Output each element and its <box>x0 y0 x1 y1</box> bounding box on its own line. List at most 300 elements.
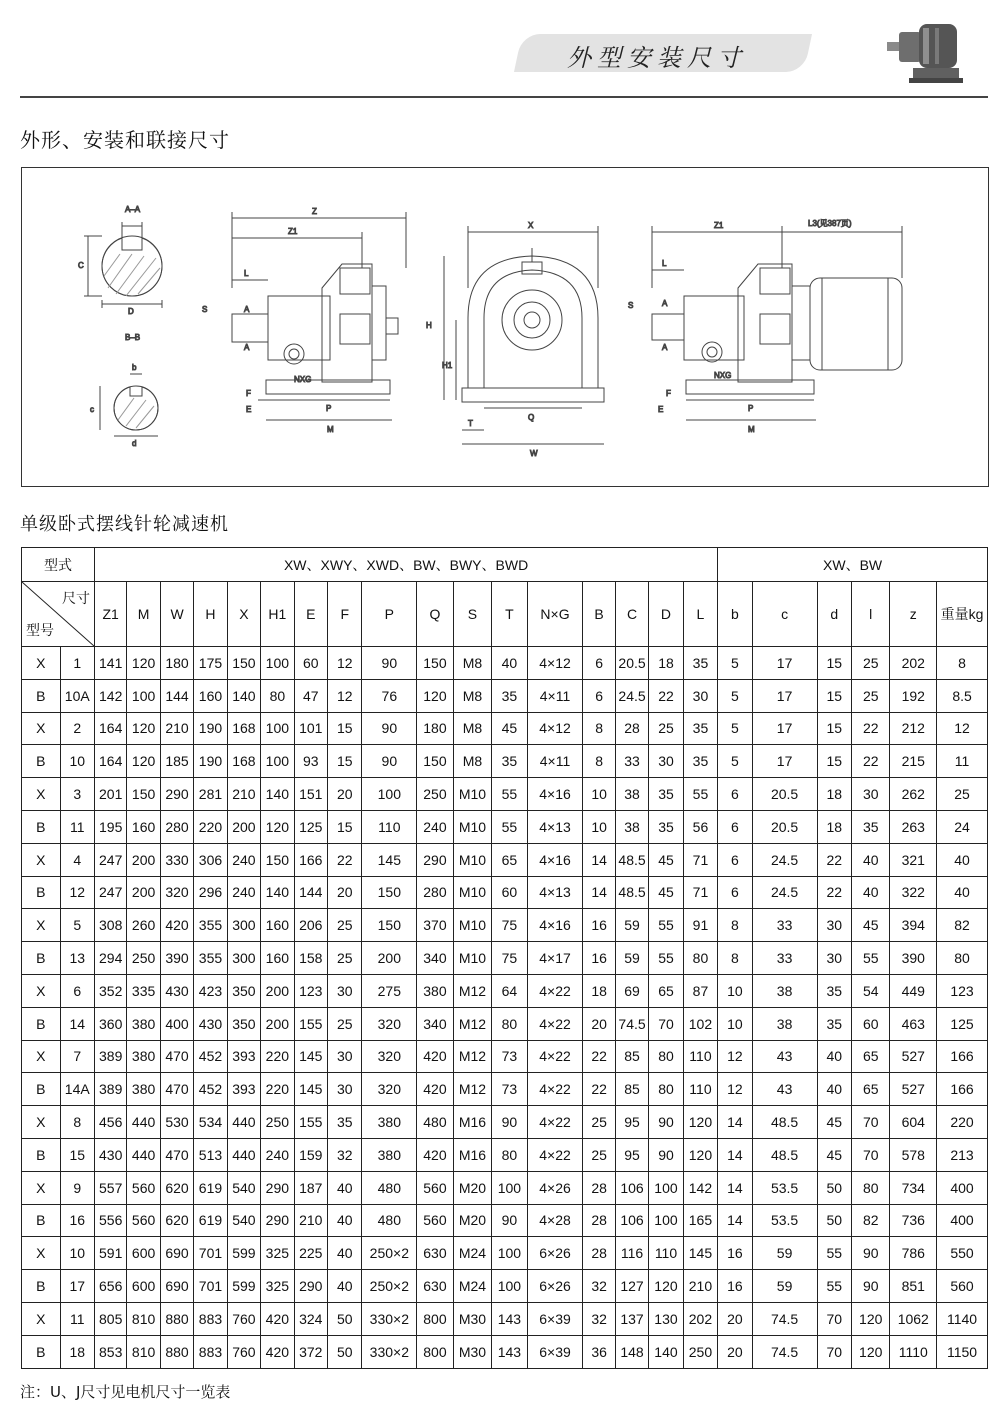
table-cell: 240 <box>417 810 453 843</box>
table-cell: 35 <box>817 974 851 1007</box>
table-cell: 35 <box>851 810 890 843</box>
table-cell: 619 <box>194 1204 227 1237</box>
table-cell: 11 <box>937 745 988 778</box>
table-cell: 4×17 <box>527 942 583 975</box>
table-cell: 145 <box>294 1040 327 1073</box>
table-cell: 853 <box>94 1335 126 1368</box>
table-cell: 120 <box>127 647 160 680</box>
table-cell: 45 <box>817 1106 851 1139</box>
table-cell: 290 <box>417 843 453 876</box>
table-cell: 125 <box>294 810 327 843</box>
table-cell: 263 <box>890 810 937 843</box>
table-cell: 80 <box>492 1138 527 1171</box>
table-cell: 275 <box>362 974 417 1007</box>
table-cell: X <box>22 974 61 1007</box>
table-cell: 148 <box>615 1335 648 1368</box>
table-row <box>22 1106 988 1139</box>
table-cell: 15 <box>328 745 362 778</box>
table-cell: 20.5 <box>615 647 648 680</box>
table-cell: 322 <box>890 876 937 909</box>
table-cell: 82 <box>937 909 988 942</box>
table-cell: 281 <box>194 778 227 811</box>
table-cell: 212 <box>890 712 937 745</box>
table-cell: 300 <box>227 909 260 942</box>
table-cell: 1110 <box>890 1335 937 1368</box>
table-cell: 33 <box>752 942 817 975</box>
table-cell: 4×13 <box>527 810 583 843</box>
table-cell: 22 <box>817 843 851 876</box>
table-cell: 95 <box>615 1106 648 1139</box>
table-cell: 213 <box>937 1138 988 1171</box>
table-cell: 35 <box>649 778 683 811</box>
table-cell: 100 <box>261 712 294 745</box>
table-cell: 100 <box>127 679 160 712</box>
table-cell: 456 <box>94 1106 126 1139</box>
table-cell: 25 <box>328 1007 362 1040</box>
table-cell: 13 <box>60 942 94 975</box>
table-cell: 25 <box>851 679 890 712</box>
table-cell: 215 <box>890 745 937 778</box>
table-cell: 440 <box>127 1106 160 1139</box>
table-cell: 30 <box>683 679 718 712</box>
table-cell: 80 <box>649 1073 683 1106</box>
table-cell: 18 <box>817 778 851 811</box>
table-cell: 40 <box>937 843 988 876</box>
table-cell: 619 <box>194 1171 227 1204</box>
table-cell: 35 <box>683 712 718 745</box>
table-cell: 4×22 <box>527 1007 583 1040</box>
table-cell: 480 <box>362 1204 417 1237</box>
table-cell: 200 <box>127 843 160 876</box>
table-cell: 4×22 <box>527 1040 583 1073</box>
table-cell: 20 <box>583 1007 615 1040</box>
table-cell: 14 <box>60 1007 94 1040</box>
table-row <box>22 679 988 712</box>
table-cell: 372 <box>294 1335 327 1368</box>
table-cell: 380 <box>417 974 453 1007</box>
table-cell: 50 <box>328 1302 362 1335</box>
table-cell: 130 <box>649 1302 683 1335</box>
table-cell: B <box>22 1007 61 1040</box>
table-cell: 65 <box>851 1040 890 1073</box>
table-cell: 200 <box>227 810 260 843</box>
table-cell: 400 <box>937 1171 988 1204</box>
table-cell: 22 <box>583 1073 615 1106</box>
table-cell: 250 <box>683 1335 718 1368</box>
table-cell: 452 <box>194 1073 227 1106</box>
table-cell: 200 <box>261 1007 294 1040</box>
table-cell: 206 <box>294 909 327 942</box>
table-cell: 180 <box>417 712 453 745</box>
table-cell: 120 <box>649 1270 683 1303</box>
table-cell: 210 <box>227 778 260 811</box>
col-header: T <box>492 582 527 647</box>
table-cell: 4×26 <box>527 1171 583 1204</box>
table-cell: 320 <box>362 1073 417 1106</box>
label-b-small: b <box>132 363 137 372</box>
label-bb: B–B <box>125 333 141 342</box>
table-cell: 35 <box>683 647 718 680</box>
header-group2: XW、BW <box>718 548 988 582</box>
table-cell: 550 <box>937 1237 988 1270</box>
table-cell: 620 <box>160 1171 193 1204</box>
table-cell: 335 <box>127 974 160 1007</box>
table-cell: 144 <box>160 679 193 712</box>
table-cell: 736 <box>890 1204 937 1237</box>
table-cell: 420 <box>261 1302 294 1335</box>
table-cell: 4×16 <box>527 909 583 942</box>
table-cell: B <box>22 942 61 975</box>
label-e: E <box>246 405 252 414</box>
table-cell: 38 <box>615 810 648 843</box>
table-cell: 8 <box>718 909 752 942</box>
table-cell: 4×28 <box>527 1204 583 1237</box>
table-cell: 55 <box>817 1237 851 1270</box>
table-cell: 22 <box>817 876 851 909</box>
table-cell: 141 <box>94 647 126 680</box>
table-cell: 210 <box>160 712 193 745</box>
table-cell: 20.5 <box>752 810 817 843</box>
table-cell: 120 <box>683 1106 718 1139</box>
table-cell: 600 <box>127 1270 160 1303</box>
table-cell: 560 <box>127 1171 160 1204</box>
table-cell: 91 <box>683 909 718 942</box>
table-cell: 18 <box>583 974 615 1007</box>
table-cell: 420 <box>417 1073 453 1106</box>
table-cell: 449 <box>890 974 937 1007</box>
section-title: 外形、安装和联接尺寸 <box>20 128 230 152</box>
table-cell: M10 <box>453 810 492 843</box>
table-cell: 65 <box>492 843 527 876</box>
table-cell: 734 <box>890 1171 937 1204</box>
label-s-motor: S <box>628 301 634 310</box>
col-header: Z1 <box>94 582 126 647</box>
table-cell: 35 <box>817 1007 851 1040</box>
table-cell: 8.5 <box>937 679 988 712</box>
table-row <box>22 1302 988 1335</box>
table-cell: 557 <box>94 1171 126 1204</box>
table-row <box>22 778 988 811</box>
table-cell: 120 <box>851 1302 890 1335</box>
table-cell: 599 <box>227 1237 260 1270</box>
table-cell: 143 <box>492 1335 527 1368</box>
table-cell: X <box>22 778 61 811</box>
table-cell: 59 <box>752 1270 817 1303</box>
table-cell: 93 <box>294 745 327 778</box>
table-cell: X <box>22 712 61 745</box>
col-header: L <box>683 582 718 647</box>
table-cell: 43 <box>752 1073 817 1106</box>
col-header: S <box>453 582 492 647</box>
table-cell: 380 <box>127 1007 160 1040</box>
table-cell: M10 <box>453 843 492 876</box>
label-a-bottom: A <box>244 343 250 352</box>
table-cell: 560 <box>417 1171 453 1204</box>
table-cell: 90 <box>362 745 417 778</box>
table-cell: 390 <box>890 942 937 975</box>
table-cell: 80 <box>649 1040 683 1073</box>
table-cell: 9 <box>60 1171 94 1204</box>
table-cell: 760 <box>227 1302 260 1335</box>
table-cell: 423 <box>194 974 227 1007</box>
table-cell: 1150 <box>937 1335 988 1368</box>
table-cell: 76 <box>362 679 417 712</box>
table-cell: 120 <box>683 1138 718 1171</box>
table-cell: 120 <box>127 745 160 778</box>
table-cell: 6 <box>718 876 752 909</box>
table-cell: 805 <box>94 1302 126 1335</box>
side-view-reducer <box>426 221 604 458</box>
table-cell: M24 <box>453 1270 492 1303</box>
table-cell: 321 <box>890 843 937 876</box>
table-cell: 14A <box>60 1073 94 1106</box>
table-cell: 400 <box>937 1204 988 1237</box>
table-cell: 15 <box>60 1138 94 1171</box>
table-cell: 70 <box>817 1335 851 1368</box>
table-cell: 90 <box>362 712 417 745</box>
table-cell: 120 <box>127 712 160 745</box>
header-type: 型式 <box>22 548 95 582</box>
table-cell: 30 <box>328 1073 362 1106</box>
table-cell: 55 <box>649 909 683 942</box>
table-cell: B <box>22 1335 61 1368</box>
table-cell: B <box>22 810 61 843</box>
table-cell: 14 <box>718 1106 752 1139</box>
table-cell: 393 <box>227 1040 260 1073</box>
table-cell: 165 <box>683 1204 718 1237</box>
table-cell: 50 <box>817 1171 851 1204</box>
table-cell: 330×2 <box>362 1302 417 1335</box>
table-cell: 80 <box>937 942 988 975</box>
table-cell: 150 <box>362 909 417 942</box>
table-row <box>22 876 988 909</box>
col-header: W <box>160 582 193 647</box>
table-cell: 8 <box>937 647 988 680</box>
table-row <box>22 647 988 680</box>
table-cell: 12 <box>328 647 362 680</box>
table-cell: 6×39 <box>527 1302 583 1335</box>
table-cell: 190 <box>194 745 227 778</box>
table-cell: 73 <box>492 1073 527 1106</box>
table-cell: 38 <box>752 1007 817 1040</box>
table-cell: 90 <box>362 647 417 680</box>
table-cell: 325 <box>261 1237 294 1270</box>
table-cell: 150 <box>227 647 260 680</box>
table-cell: 430 <box>94 1138 126 1171</box>
table-cell: M20 <box>453 1204 492 1237</box>
table-cell: 50 <box>328 1335 362 1368</box>
table-cell: 35 <box>328 1106 362 1139</box>
table-cell: 420 <box>417 1040 453 1073</box>
table-cell: 60 <box>492 876 527 909</box>
table-cell: M16 <box>453 1106 492 1139</box>
table-cell: 340 <box>417 942 453 975</box>
table-cell: 15 <box>817 679 851 712</box>
table-cell: 75 <box>492 909 527 942</box>
table-cell: 15 <box>328 712 362 745</box>
table-cell: 59 <box>615 909 648 942</box>
table-cell: 15 <box>817 745 851 778</box>
table-cell: M16 <box>453 1138 492 1171</box>
table-cell: 28 <box>615 712 648 745</box>
table-cell: 656 <box>94 1270 126 1303</box>
table-cell: X <box>22 1302 61 1335</box>
table-cell: 64 <box>492 974 527 1007</box>
label-z1: Z1 <box>288 227 298 236</box>
table-cell: 11 <box>60 810 94 843</box>
table-row <box>22 1073 988 1106</box>
table-cell: 300 <box>227 942 260 975</box>
table-cell: 24.5 <box>752 876 817 909</box>
table-row <box>22 974 988 1007</box>
table-cell: 786 <box>890 1237 937 1270</box>
table-cell: 40 <box>328 1237 362 1270</box>
table-cell: 10 <box>718 1007 752 1040</box>
table-cell: X <box>22 1237 61 1270</box>
table-cell: 250 <box>127 942 160 975</box>
table-cell: 16 <box>60 1204 94 1237</box>
table-cell: 440 <box>127 1138 160 1171</box>
table-cell: 240 <box>227 876 260 909</box>
table-cell: 90 <box>851 1270 890 1303</box>
table-cell: 168 <box>227 712 260 745</box>
table-cell: 389 <box>94 1073 126 1106</box>
table-cell: 370 <box>417 909 453 942</box>
front-view-reducer <box>202 207 406 434</box>
label-w: W <box>530 449 538 458</box>
table-cell: 8 <box>583 712 615 745</box>
table-cell: 40 <box>851 876 890 909</box>
table-cell: 150 <box>261 843 294 876</box>
table-cell: 880 <box>160 1335 193 1368</box>
table-cell: X <box>22 1106 61 1139</box>
table-cell: 150 <box>127 778 160 811</box>
table-cell: 12 <box>937 712 988 745</box>
table-cell: 527 <box>890 1040 937 1073</box>
table-cell: 350 <box>227 1007 260 1040</box>
table-cell: 6 <box>718 778 752 811</box>
table-cell: 145 <box>683 1237 718 1270</box>
table-cell: 10 <box>583 810 615 843</box>
table-cell: 6 <box>583 679 615 712</box>
table-cell: M8 <box>453 679 492 712</box>
table-cell: 120 <box>261 810 294 843</box>
table-cell: 4×22 <box>527 1073 583 1106</box>
table-row <box>22 1138 988 1171</box>
table-cell: 45 <box>851 909 890 942</box>
table-cell: 50 <box>817 1204 851 1237</box>
table-cell: 463 <box>890 1007 937 1040</box>
table-cell: 69 <box>615 974 648 1007</box>
table-cell: 5 <box>60 909 94 942</box>
table-cell: 140 <box>261 778 294 811</box>
table-cell: 630 <box>417 1270 453 1303</box>
table-cell: 100 <box>362 778 417 811</box>
table-cell: 10A <box>60 679 94 712</box>
table-cell: 10 <box>60 745 94 778</box>
col-header: Q <box>417 582 453 647</box>
table-cell: 690 <box>160 1237 193 1270</box>
table-cell: 10 <box>583 778 615 811</box>
table-cell: 110 <box>683 1073 718 1106</box>
table-cell: 145 <box>362 843 417 876</box>
table-cell: 250×2 <box>362 1270 417 1303</box>
table-cell: 201 <box>94 778 126 811</box>
table-cell: 25 <box>851 647 890 680</box>
table-cell: 17 <box>60 1270 94 1303</box>
col-header: B <box>583 582 615 647</box>
table-cell: M12 <box>453 1007 492 1040</box>
label-f: F <box>246 389 251 398</box>
table-cell: X <box>22 909 61 942</box>
table-cell: 185 <box>160 745 193 778</box>
table-row <box>22 810 988 843</box>
table-cell: 851 <box>890 1270 937 1303</box>
table-cell: M10 <box>453 942 492 975</box>
table-cell: 540 <box>227 1171 260 1204</box>
table-cell: 30 <box>851 778 890 811</box>
table-cell: 70 <box>851 1106 890 1139</box>
table-cell: 320 <box>362 1040 417 1073</box>
table-cell: X <box>22 647 61 680</box>
table-cell: 440 <box>227 1138 260 1171</box>
table-cell: 470 <box>160 1073 193 1106</box>
label-s: S <box>202 305 208 314</box>
table-cell: 17 <box>752 679 817 712</box>
table-cell: 143 <box>492 1302 527 1335</box>
label-l3: L3(见387页) <box>808 219 852 228</box>
table-cell: 240 <box>261 1138 294 1171</box>
table-cell: 48.5 <box>615 843 648 876</box>
reducer-logo-icon <box>885 14 965 86</box>
table-cell: 24 <box>937 810 988 843</box>
table-cell: 247 <box>94 843 126 876</box>
table-cell: 32 <box>583 1302 615 1335</box>
table-cell: 4×12 <box>527 647 583 680</box>
table-cell: 1062 <box>890 1302 937 1335</box>
table-cell: 160 <box>194 679 227 712</box>
table-cell: 320 <box>160 876 193 909</box>
table-row <box>22 1204 988 1237</box>
table-cell: 294 <box>94 942 126 975</box>
table-cell: 247 <box>94 876 126 909</box>
corner-bottom-label: 型号 <box>26 622 54 638</box>
table-cell: B <box>22 1073 61 1106</box>
table-cell: 140 <box>227 679 260 712</box>
table-cell: M20 <box>453 1171 492 1204</box>
table-cell: 22 <box>328 843 362 876</box>
col-header: z <box>890 582 937 647</box>
table-cell: 40 <box>937 876 988 909</box>
table-cell: 6 <box>718 810 752 843</box>
table-cell: 352 <box>94 974 126 1007</box>
table-cell: 90 <box>851 1237 890 1270</box>
table-cell: 100 <box>261 647 294 680</box>
table-cell: 90 <box>649 1106 683 1139</box>
table-cell: 470 <box>160 1138 193 1171</box>
table-cell: 45 <box>492 712 527 745</box>
table-cell: 540 <box>227 1204 260 1237</box>
table-cell: 420 <box>160 909 193 942</box>
table-cell: 85 <box>615 1073 648 1106</box>
table-cell: 59 <box>615 942 648 975</box>
table-cell: 30 <box>328 974 362 1007</box>
table-cell: 380 <box>362 1106 417 1139</box>
table-cell: 151 <box>294 778 327 811</box>
table-cell: 38 <box>752 974 817 1007</box>
table-cell: 290 <box>261 1204 294 1237</box>
table-cell: 4×12 <box>527 712 583 745</box>
